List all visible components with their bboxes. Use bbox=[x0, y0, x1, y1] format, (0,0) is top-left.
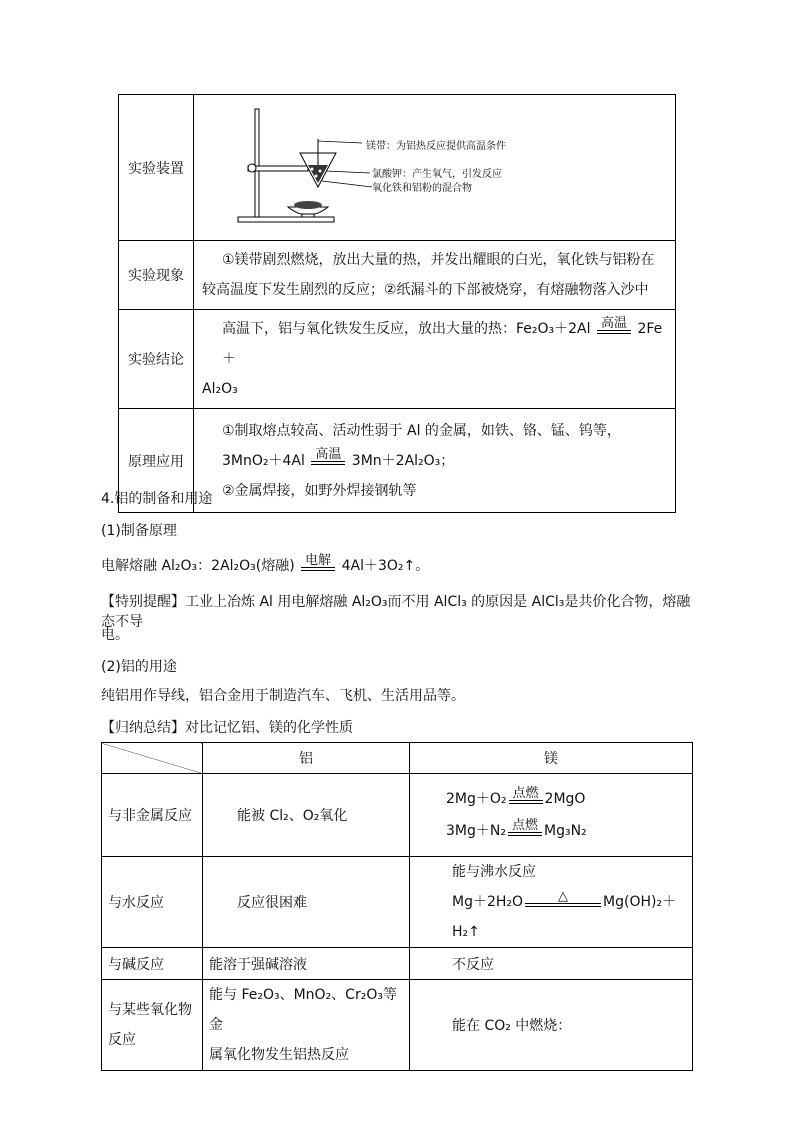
mg-cell: 能与沸水反应 Mg＋2H₂O △ Mg(OH)₂＋H₂↑ bbox=[410, 857, 693, 948]
al-cell: 反应很困难 bbox=[203, 857, 410, 948]
reaction-condition: 高温 bbox=[311, 448, 345, 465]
application-eq-lhs: 3MnO₂＋4Al bbox=[222, 452, 305, 469]
application-line3: ②金属焊接，如野外焊接钢轨等 bbox=[222, 482, 417, 499]
tip-line2: 电。 bbox=[101, 627, 129, 643]
prep-equation: 电解熔融 Al₂O₃：2Al₂O₃(熔融) 电解 4Al＋3O₂↑。 bbox=[101, 552, 430, 574]
row-label-apparatus: 实验装置 bbox=[119, 95, 194, 241]
row-label: 与水反应 bbox=[102, 857, 203, 948]
row-label-conclusion: 实验结论 bbox=[119, 310, 194, 409]
apparatus-cell bbox=[194, 95, 676, 241]
conclusion-cell bbox=[194, 310, 676, 409]
mg-cell: 能在 CO₂ 中燃烧： bbox=[410, 980, 693, 1071]
reaction-condition: 点燃 bbox=[509, 787, 543, 804]
conclusion-eq-rhs: 2Fe＋ bbox=[222, 321, 663, 367]
header-corner bbox=[102, 743, 203, 774]
row-label: 与碱反应 bbox=[102, 948, 203, 980]
application-cell bbox=[194, 409, 676, 513]
annotation-mixture: 氧化铁和铝粉的混合物 bbox=[372, 183, 472, 194]
conclusion-eq-lhs: Fe₂O₃＋2Al bbox=[516, 321, 591, 337]
application-line1: ①制取熔点较高、活动性弱于 Al 的金属，如铁、铬、锰、钨等， bbox=[222, 422, 621, 439]
row-label-phenomenon: 实验现象 bbox=[119, 241, 194, 310]
conclusion-text: 高温下，铝与氧化铁发生反应，放出大量的热： bbox=[222, 321, 516, 337]
reaction-condition: 高温 bbox=[597, 317, 631, 334]
annotation-kclo3: 氯酸钾：产生氧气，引发反应 bbox=[372, 169, 502, 180]
al-cell: 能与 Fe₂O₃、MnO₂、Cr₂O₃等金 属氧化物发生铝热反应 bbox=[203, 980, 410, 1071]
row-label: 与非金属反应 bbox=[102, 774, 203, 857]
use-text: 纯铝用作导线，铝合金用于制造汽车、飞机、生活用品等。 bbox=[101, 688, 465, 704]
phenomenon-line1: ①镁带剧烈燃烧，放出大量的热，并发出耀眼的白光，氧化铁与铝粉在 bbox=[222, 252, 655, 268]
subsection-title: (1)制备原理 bbox=[101, 523, 177, 539]
row-label: 与某些氧化物 反应 bbox=[102, 980, 203, 1071]
reaction-condition: 点燃 bbox=[508, 819, 542, 836]
mg-cell: 2Mg＋O₂ 点燃 2MgO 3Mg＋N₂ 点燃 Mg₃N₂ bbox=[410, 774, 693, 857]
experiment-table bbox=[118, 94, 676, 513]
row-label-application: 原理应用 bbox=[119, 409, 194, 513]
conclusion-line2: Al₂O₃ bbox=[202, 381, 238, 397]
special-tip bbox=[101, 592, 701, 632]
subsection-title: (2)铝的用途 bbox=[101, 659, 177, 675]
reaction-condition: 电解 bbox=[301, 554, 335, 571]
reaction-condition: △ bbox=[525, 890, 601, 907]
header-aluminum: 铝 bbox=[203, 743, 410, 774]
tip-line1: 工业上冶炼 Al 用电解熔融 Al₂O₃而不用 AlCl₃ 的原因是 AlCl₃是共价化合物，熔融态不导 bbox=[101, 594, 691, 630]
summary-line bbox=[101, 718, 353, 738]
al-cell: 能溶于强碱溶液 bbox=[203, 948, 410, 980]
phenomenon-line2: 较高温度下发生剧烈的反应；②纸漏斗的下部被烧穿，有熔融物落入沙中 bbox=[202, 282, 649, 298]
application-eq-rhs: 3Mn＋2Al₂O₃； bbox=[351, 452, 455, 469]
summary-text: 对比记忆铝、镁的化学性质 bbox=[185, 720, 353, 736]
section-title: 4.铝的制备和用途 bbox=[101, 491, 213, 507]
al-cell: 能被 Cl₂、O₂氧化 bbox=[203, 774, 410, 857]
phenomenon-cell bbox=[194, 241, 676, 310]
summary-head: 【归纳总结】 bbox=[101, 720, 185, 736]
tip-head: 【特别提醒】 bbox=[101, 594, 185, 610]
header-magnesium: 镁 bbox=[410, 743, 693, 774]
mg-cell: 不反应 bbox=[410, 948, 693, 980]
annotation-mg-ribbon: 镁带：为铝热反应提供高温条件 bbox=[366, 141, 506, 152]
compare-table bbox=[101, 742, 693, 1071]
